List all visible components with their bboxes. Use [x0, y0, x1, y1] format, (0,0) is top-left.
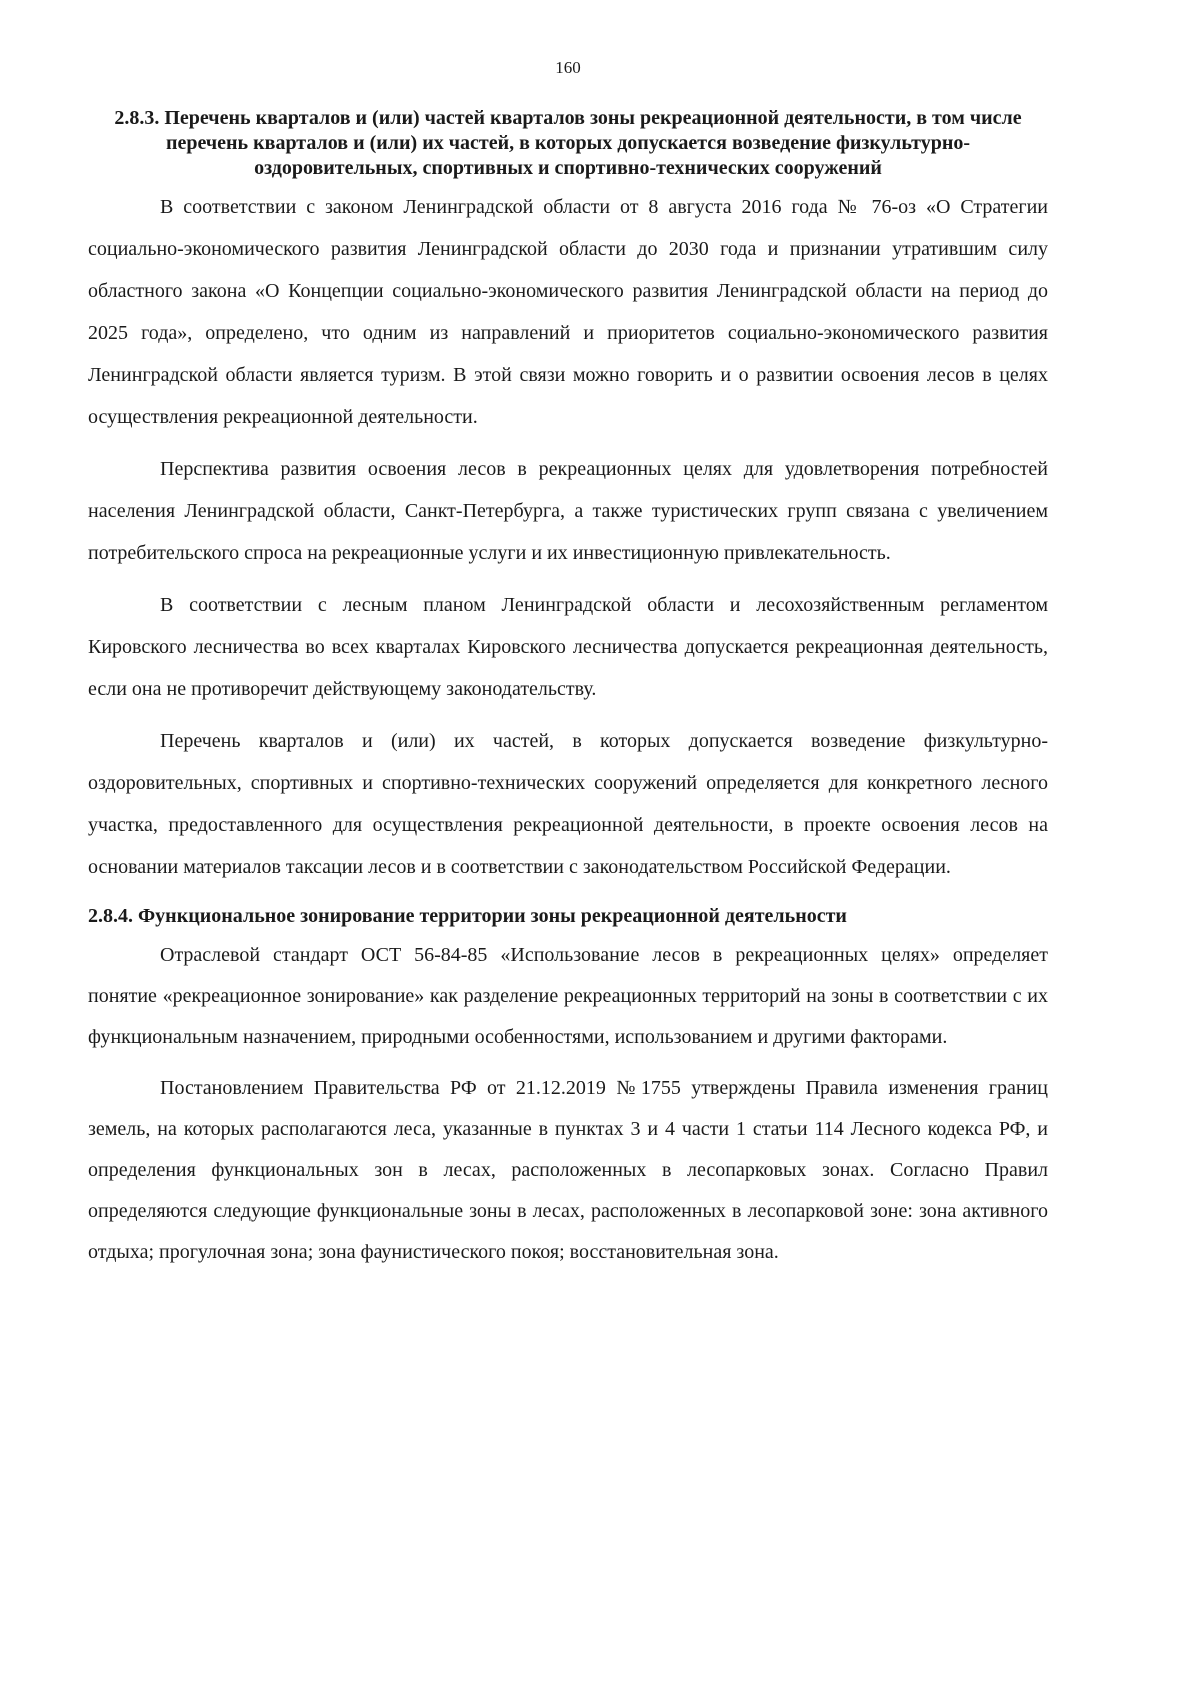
paragraph: Перечень кварталов и (или) их частей, в которых допускается возведение физкультурно-оздоровительных, спортивных и спортивно-технических сооружений определяется для конкретного лесного участка, предоставленного для осуществления рекреационной деятельности, в проекте освоения лесов на основании материалов таксации лесов и в соответствии с законодательством Российской Федерации.	[88, 730, 1048, 878]
page-number: 160	[555, 58, 581, 77]
paragraph: Отраслевой стандарт ОСТ 56-84-85 «Использование лесов в рекреационных целях» определяет понятие «рекреационное зонирование» как разделение рекреационных территорий на зоны в соответствии с их функциональным назначением, природными особенностями, использованием и другими факторами.	[88, 944, 1048, 1048]
paragraph: Перспектива развития освоения лесов в рекреационных целях для удовлетворения потребностей населения Ленинградской области, Санкт-Петербурга, а также туристических групп связана с увеличением потребительского спроса на рекреационные услуги и их инвестиционную привлекательность.	[88, 458, 1048, 564]
section-number: 2.8.3	[114, 107, 155, 129]
section-heading-2-8-4: 2.8.4. Функциональное зонирование территории зоны рекреационной деятельности	[88, 905, 847, 927]
paragraph: В соответствии с лесным планом Ленинградской области и лесохозяйственным регламентом Кировского лесничества во всех кварталах Кировского лесничества допускается рекреационная деятельность, если она не противоречит действующему законодательству.	[88, 594, 1048, 700]
paragraph: Постановлением Правительства РФ от 21.12.2019 №1755 утверждены Правила изменения границ земель, на которых располагаются леса, указанные в пунктах 3 и 4 части 1 статьи 114 Лесного кодекса РФ, и определения функциональных зон в лесах, расположенных в лесопарковых зонах. Согласно Правил определяются следующие функциональные зоны в лесах, расположенных в лесопарковой зоне: зона активного отдыха; прогулочная зона; зона фаунистического покоя; восстановительная зона.	[88, 1077, 1048, 1263]
section-heading-2-8-3	[88, 106, 1048, 181]
paragraph: В соответствии с законом Ленинградской области от 8 августа 2016 года № 76-оз «О Стратегии социально-экономического развития Ленинградской области до 2030 года и признании утратившим силу областного закона «О Концепции социально-экономического развития Ленинградской области на период до 2025 года», определено, что одним из направлений и приоритетов социально-экономического развития Ленинградской области является туризм. В этой связи можно говорить и о развитии освоения лесов в целях осуществления рекреационной деятельности.	[88, 196, 1048, 428]
section-title: . Перечень кварталов и (или) частей кварталов зоны рекреационной деятельности, в том числе перечень кварталов и (или) их частей, в которых допускается возведение физкультурно-оздоровительных, спортивных и спортивно-технических сооружений	[154, 107, 1022, 179]
